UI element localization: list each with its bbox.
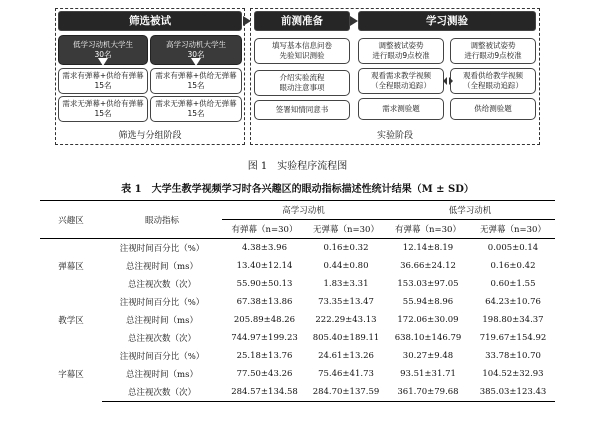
screening-header: 筛选被试 <box>58 11 242 31</box>
metric-label: 总注视时间（ms） <box>126 262 198 272</box>
exp-item: 供给测验题 <box>450 98 536 120</box>
table-cell: 0.005±0.14 <box>487 243 539 253</box>
low-motivation-group: 低学习动机大学生 30名 <box>58 35 148 65</box>
prep-item: 签署知情同意书 <box>254 100 350 120</box>
table-cell: 73.35±13.47 <box>318 297 374 307</box>
exp-item: 调整被试姿势 进行眼动9点校准 <box>358 38 444 64</box>
table-cell: 36.66±24.12 <box>400 261 456 271</box>
table-row <box>40 257 555 275</box>
table-row <box>40 329 555 347</box>
table-row <box>40 347 555 365</box>
table-cell: 0.44±0.80 <box>323 261 369 271</box>
roi-label: 弹幕区 <box>58 262 84 272</box>
stats-table <box>40 200 555 402</box>
exp-item: 观看供给教学视频 （全程眼动追踪） <box>450 68 536 94</box>
table-row <box>40 311 555 329</box>
group-cell: 需求无弹幕+供给无弹幕 15名 <box>150 96 242 122</box>
table-row <box>40 365 555 383</box>
metric-label: 总注视次数（次） <box>102 383 222 402</box>
prep-item: 填写基本信息问卷 先验知识测验 <box>254 38 350 64</box>
screening-footer: 筛选与分组阶段 <box>118 131 182 141</box>
table-cell: 805.40±189.11 <box>312 333 380 343</box>
table-cell: 205.89±48.26 <box>233 315 296 325</box>
table-cell: 172.06±30.09 <box>397 315 459 325</box>
table-row <box>40 293 555 311</box>
table-cell: 67.38±13.86 <box>236 297 293 307</box>
table-title: 表 1 大学生教学视频学习时各兴趣区的眼动指标描述性统计结果（M ± SD） <box>121 184 474 195</box>
table-cell: 75.46±41.73 <box>318 369 374 379</box>
table-cell: 222.29±43.13 <box>315 315 377 325</box>
subheader: 无弹幕（n=30） <box>471 220 555 239</box>
table-cell: 719.67±154.92 <box>479 333 547 343</box>
table-cell: 25.18±13.76 <box>236 351 293 361</box>
table-cell: 744.97±199.23 <box>231 333 298 343</box>
subheader: 无弹幕（n=30） <box>307 220 385 239</box>
exp-item: 调整被试姿势 进行眼动9点校准 <box>450 38 536 64</box>
right-arrow-icon <box>243 14 255 28</box>
low-motivation-header: 低学习动机 <box>385 201 555 220</box>
table-cell: 0.16±0.32 <box>323 243 369 253</box>
table-cell: 638.10±146.79 <box>394 333 462 343</box>
table-cell: 0.60±1.55 <box>490 279 536 289</box>
table-cell: 77.50±43.26 <box>236 369 293 379</box>
metric-label: 总注视时间（ms） <box>126 316 198 326</box>
right-arrow-icon <box>350 14 360 28</box>
table-cell: 284.57±134.58 <box>222 383 307 402</box>
prep-header: 前测准备 <box>254 11 350 31</box>
table-cell: 55.90±50.13 <box>236 279 293 289</box>
high-motivation-group: 高学习动机大学生 30名 <box>150 35 242 65</box>
exp-item: 观看需求教学视频 （全程眼动追踪） <box>358 68 444 94</box>
subheader: 有弹幕（n=30） <box>385 220 471 239</box>
table-cell: 64.23±10.76 <box>485 297 541 307</box>
table-cell: 30.27±9.48 <box>402 351 454 361</box>
table-cell: 284.70±137.59 <box>307 383 385 402</box>
subheader: 有弹幕（n=30） <box>222 220 307 239</box>
table-cell: 361.70±79.68 <box>385 383 471 402</box>
roi-label: 字幕区 <box>58 370 84 381</box>
metric-label: 总注视次数（次） <box>127 334 196 344</box>
table-cell: 1.83±3.31 <box>323 279 369 289</box>
table-row <box>40 383 555 402</box>
table-cell: 104.52±32.93 <box>482 369 544 379</box>
metric-label: 注视时间百分比（%） <box>119 352 205 362</box>
group-cell: 需求有弹幕+供给无弹幕 15名 <box>150 68 242 94</box>
table-cell: 33.78±10.70 <box>485 351 541 361</box>
roi-header: 兴趣区 <box>40 201 102 239</box>
metric-label: 注视时间百分比（%） <box>119 298 205 308</box>
figure-caption: 图 1 实验程序流程图 <box>247 161 348 172</box>
test-header: 学习测验 <box>358 11 536 31</box>
prep-item: 介绍实验流程 眼动注意事项 <box>254 70 350 96</box>
table-cell: 12.14±8.19 <box>402 243 454 253</box>
table-cell: 385.03±123.43 <box>471 383 555 402</box>
table-cell: 24.61±13.26 <box>318 351 374 361</box>
table-row <box>40 239 555 258</box>
high-motivation-header: 高学习动机 <box>222 201 385 220</box>
table-cell: 4.38±3.96 <box>242 243 287 253</box>
roi-label: 教学区 <box>58 316 84 326</box>
table-cell: 13.40±12.14 <box>236 261 293 271</box>
double-arrow-icon <box>443 75 453 87</box>
metric-label: 总注视时间（ms） <box>126 370 198 380</box>
experiment-footer: 实验阶段 <box>376 131 413 141</box>
table-cell: 153.03±97.05 <box>397 279 459 289</box>
table-cell: 198.80±34.37 <box>482 315 544 325</box>
group-cell: 需求有弹幕+供给有弹幕 15名 <box>58 68 148 94</box>
table-row <box>40 275 555 293</box>
group-cell: 需求无弹幕+供给有弹幕 15名 <box>58 96 148 122</box>
table-cell: 93.51±31.71 <box>400 369 456 379</box>
table-cell: 55.94±8.96 <box>402 297 454 307</box>
down-arrow-icon <box>191 58 201 66</box>
metric-label: 总注视次数（次） <box>127 280 196 290</box>
metric-header: 眼动指标 <box>102 201 222 239</box>
exp-item: 需求测验题 <box>358 98 444 120</box>
metric-label: 注视时间百分比（%） <box>119 244 205 254</box>
table-cell: 0.16±0.42 <box>490 261 536 271</box>
flowchart-figure <box>0 0 595 175</box>
down-arrow-icon <box>98 58 108 66</box>
